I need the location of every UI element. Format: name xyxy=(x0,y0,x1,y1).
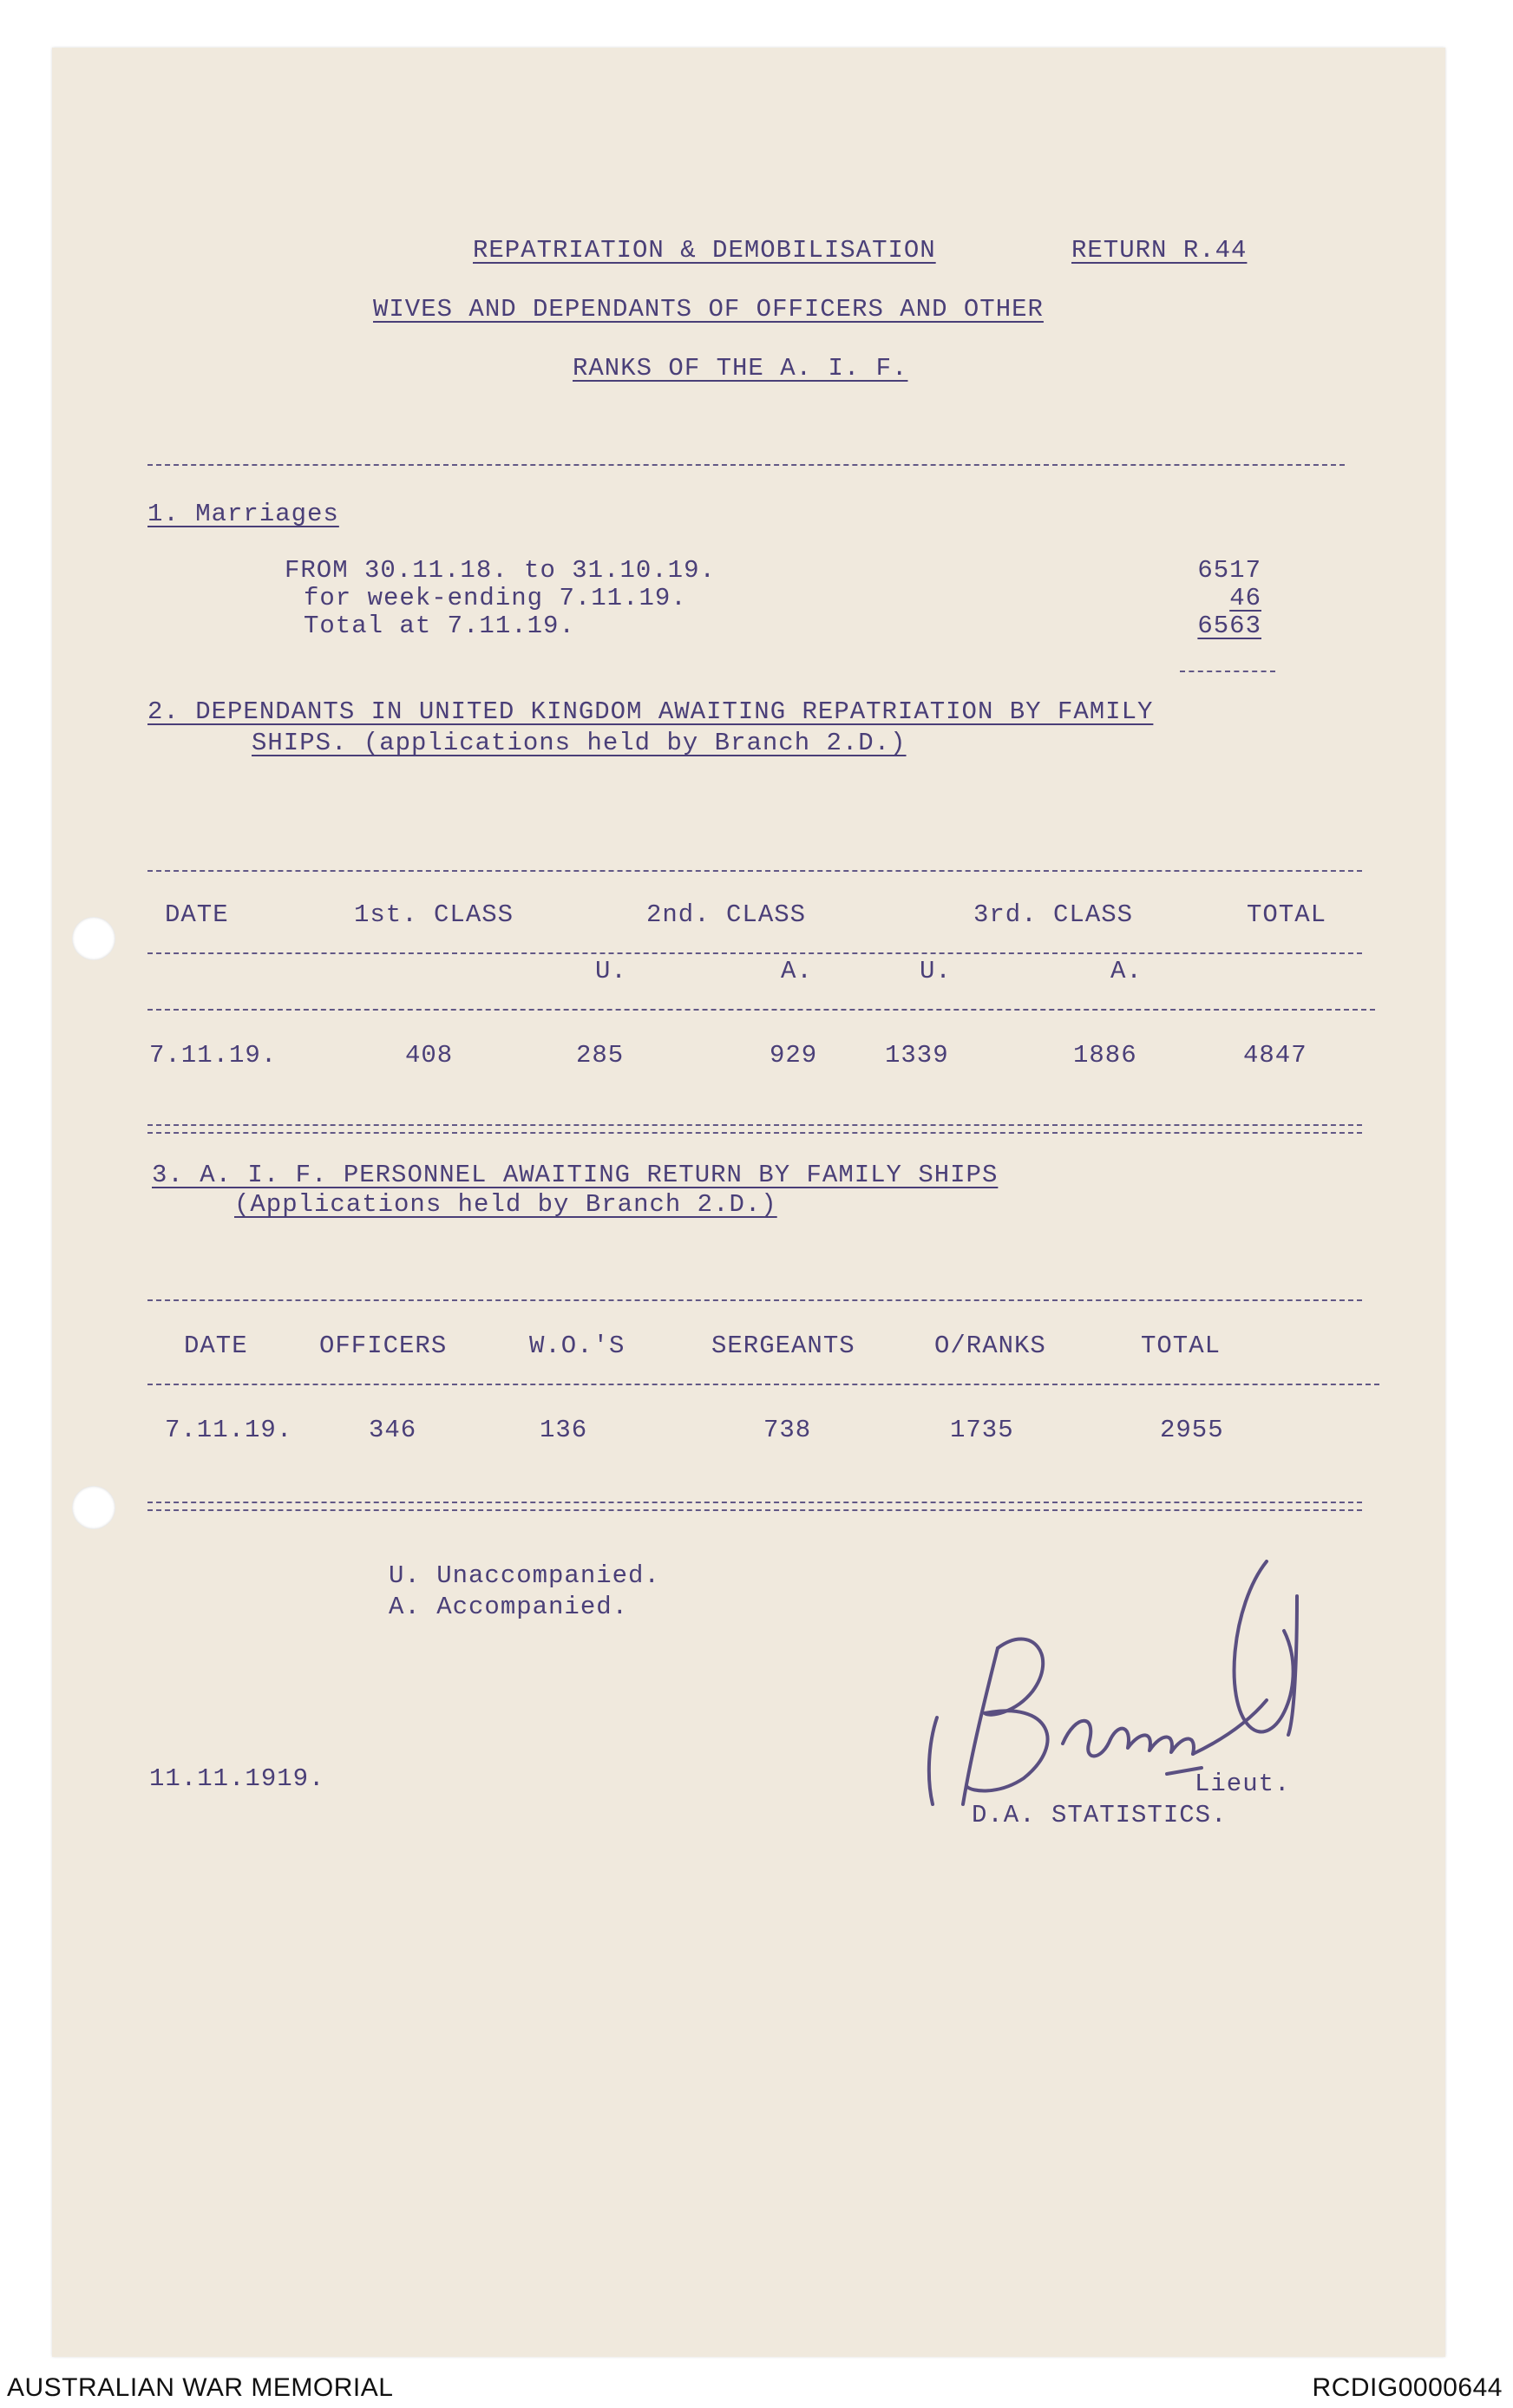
table-cell: 7.11.19. xyxy=(149,1041,278,1070)
footer-record-id: RCDIG0000644 xyxy=(1312,2373,1503,2402)
legend-accompanied: A. Accompanied. xyxy=(389,1593,629,1621)
table-cell-total: 2955 xyxy=(1160,1416,1224,1444)
dependants-subheading: SHIPS. (applications held by Branch 2.D.) xyxy=(252,729,907,757)
table-cell: 1886 xyxy=(1073,1041,1137,1070)
signatory-department: D.A. STATISTICS. xyxy=(972,1801,1228,1829)
column-header: 1st. CLASS xyxy=(354,900,514,929)
sub-column-header: A. xyxy=(781,957,813,985)
return-number: RETURN R.44 xyxy=(1071,236,1248,265)
table-cell: 7.11.19. xyxy=(165,1416,293,1444)
divider xyxy=(147,464,1345,466)
punch-hole-bottom xyxy=(72,1486,115,1529)
column-header: TOTAL xyxy=(1247,900,1327,929)
column-header: TOTAL xyxy=(1141,1332,1222,1360)
table-cell: 408 xyxy=(405,1041,454,1070)
subtitle-line-2: RANKS OF THE A. I. F. xyxy=(573,354,908,383)
punch-hole-top xyxy=(72,917,115,960)
personnel-subheading: (Applications held by Branch 2.D.) xyxy=(234,1190,777,1219)
sub-column-header: A. xyxy=(1110,957,1143,985)
table-cell: 1735 xyxy=(950,1416,1014,1444)
table-cell: 136 xyxy=(540,1416,588,1444)
table-cell: 738 xyxy=(763,1416,812,1444)
marriages-row-label: FROM 30.11.18. to 31.10.19. xyxy=(285,556,716,585)
table-rule xyxy=(147,870,1362,872)
personnel-heading: 3. A. I. F. PERSONNEL AWAITING RETURN BY FAMILY SHIPS xyxy=(152,1161,999,1189)
dependants-heading: 2. DEPENDANTS IN UNITED KINGDOM AWAITING REPATRIATION BY FAMILY xyxy=(147,697,1154,726)
double-rule xyxy=(147,1124,1362,1134)
legend-unaccompanied: U. Unaccompanied. xyxy=(389,1561,660,1590)
column-header: OFFICERS xyxy=(319,1332,448,1360)
marriages-row-value: 6517 xyxy=(1197,556,1261,585)
column-header: W.O.'S xyxy=(529,1332,626,1360)
marriages-total-value: 6563 xyxy=(1197,612,1261,640)
double-rule xyxy=(147,1502,1362,1511)
table-rule xyxy=(147,1009,1375,1011)
table-cell: 929 xyxy=(770,1041,818,1070)
table-cell-total: 4847 xyxy=(1243,1041,1307,1070)
sub-column-header: U. xyxy=(595,957,627,985)
marriages-row-value: 46 xyxy=(1229,584,1261,612)
table-rule xyxy=(147,1299,1362,1301)
table-cell: 346 xyxy=(369,1416,417,1444)
signatory-rank: Lieut. xyxy=(1195,1770,1291,1798)
column-header: 2nd. CLASS xyxy=(646,900,807,929)
marriages-row-label: Total at 7.11.19. xyxy=(304,612,575,640)
footer-institution: AUSTRALIAN WAR MEMORIAL xyxy=(7,2373,394,2402)
column-header: DATE xyxy=(184,1332,248,1360)
marriages-heading: 1. Marriages xyxy=(147,500,339,528)
table-rule xyxy=(147,952,1362,954)
column-header: 3rd. CLASS xyxy=(973,900,1134,929)
subtitle-line-1: WIVES AND DEPENDANTS OF OFFICERS AND OTHER xyxy=(373,295,1044,324)
table-cell: 285 xyxy=(576,1041,625,1070)
document-date: 11.11.1919. xyxy=(149,1764,325,1793)
divider xyxy=(1180,671,1275,672)
column-header: DATE xyxy=(165,900,229,929)
sub-column-header: U. xyxy=(920,957,952,985)
column-header: O/RANKS xyxy=(934,1332,1046,1360)
document-title: REPATRIATION & DEMOBILISATION xyxy=(473,236,936,265)
marriages-row-label: for week-ending 7.11.19. xyxy=(304,584,687,612)
column-header: SERGEANTS xyxy=(711,1332,855,1360)
table-rule xyxy=(147,1384,1379,1385)
table-cell: 1339 xyxy=(885,1041,949,1070)
